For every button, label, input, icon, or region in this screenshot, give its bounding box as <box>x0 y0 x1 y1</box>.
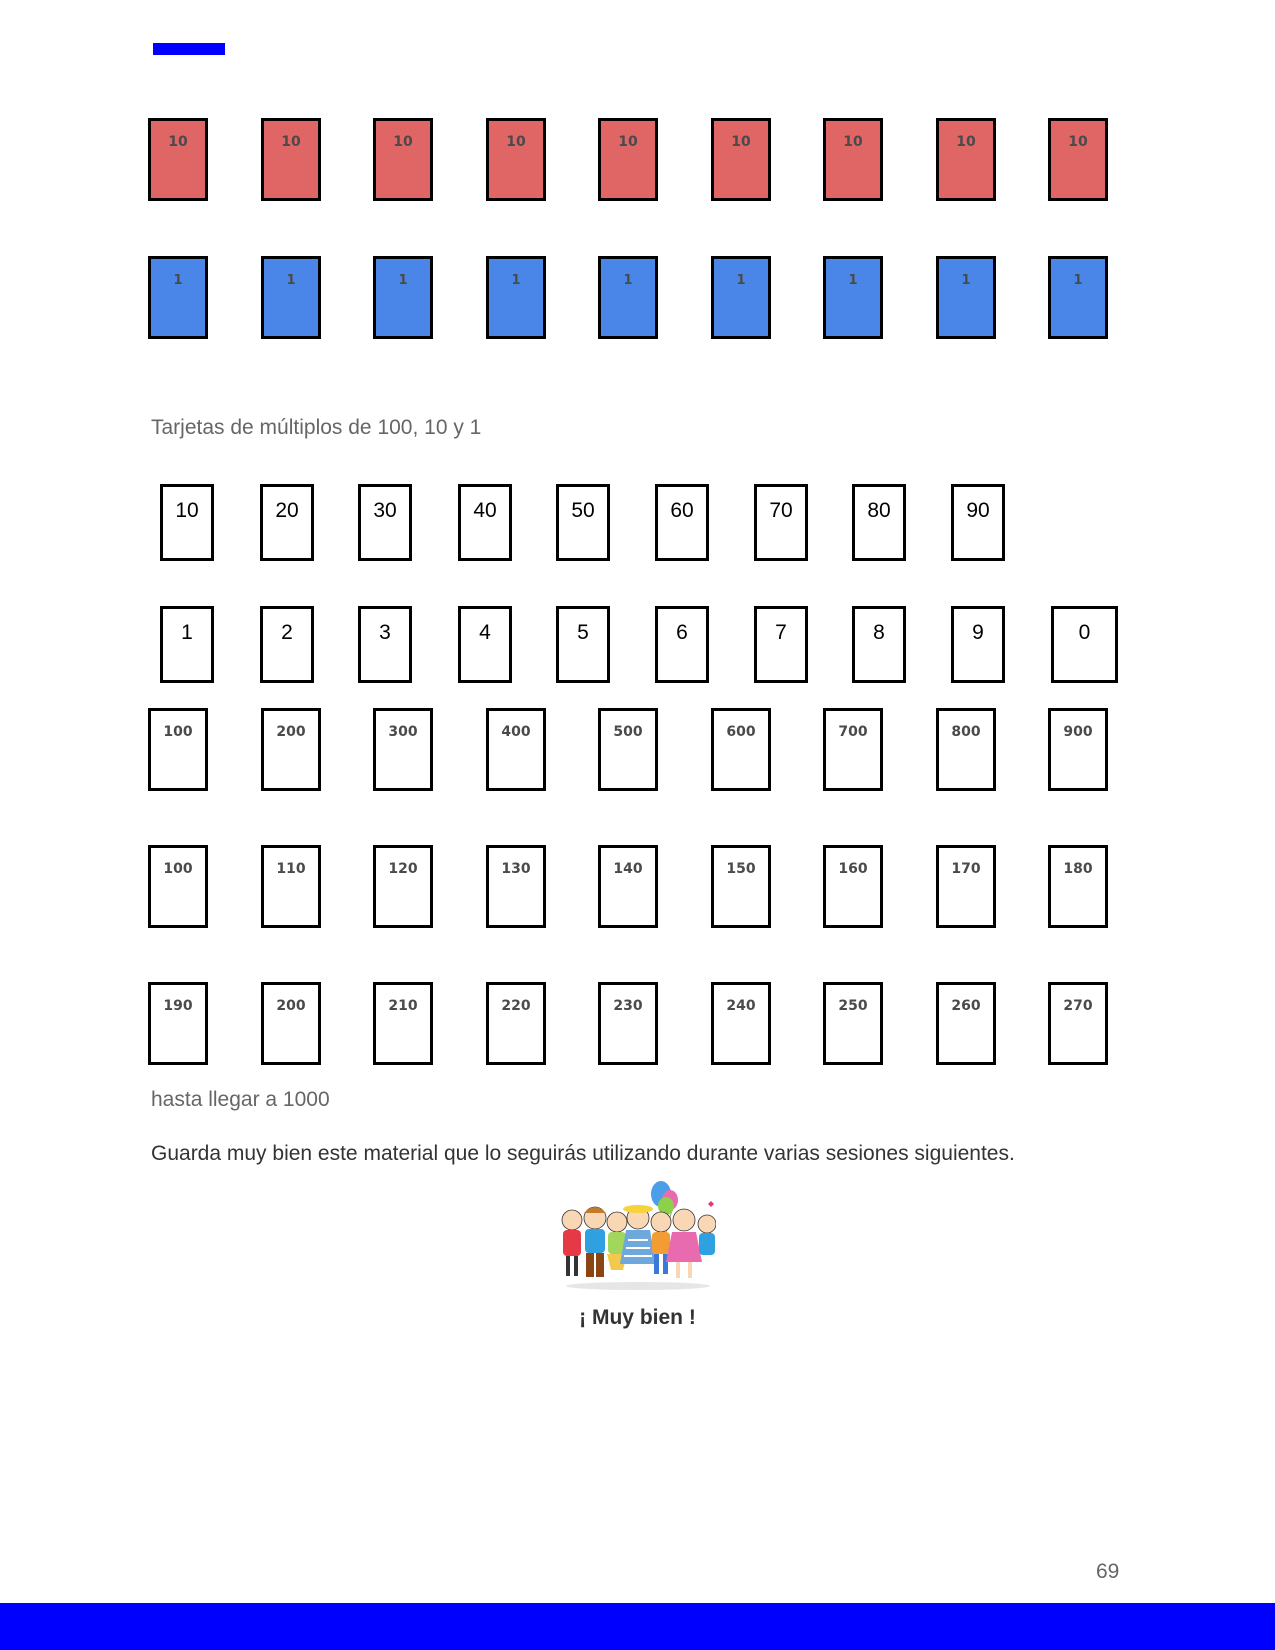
hundred-card <box>373 708 433 791</box>
hundred-card <box>823 708 883 791</box>
ten-card <box>148 118 208 201</box>
ten-card <box>1048 118 1108 201</box>
one-card <box>598 256 658 339</box>
number-card <box>1048 982 1108 1065</box>
card-value: 260 <box>951 998 981 1014</box>
one-card <box>823 256 883 339</box>
card-value: 70 <box>769 499 793 522</box>
one-card <box>711 256 771 339</box>
card-value: 900 <box>1063 724 1093 740</box>
number-card <box>261 845 321 928</box>
tens-card <box>951 484 1005 561</box>
hundred-card <box>486 708 546 791</box>
digit-card <box>951 606 1005 683</box>
card-value: 10 <box>168 134 188 150</box>
child-figure <box>666 1209 702 1278</box>
card-value: 1 <box>736 273 746 288</box>
card-value: 30 <box>373 499 397 522</box>
card-value: 10 <box>393 134 413 150</box>
one-card <box>148 256 208 339</box>
number-card <box>261 982 321 1065</box>
number-card <box>711 982 771 1065</box>
card-value: 8 <box>873 621 885 644</box>
hundred-card <box>711 708 771 791</box>
card-value: 180 <box>1063 861 1093 877</box>
digit-card <box>852 606 906 683</box>
digit-card <box>655 606 709 683</box>
card-value: 90 <box>966 499 990 522</box>
card-value: 1 <box>173 273 183 288</box>
card-value: 10 <box>618 134 638 150</box>
one-card <box>373 256 433 339</box>
row-digits <box>0 606 1275 696</box>
digit-card <box>1051 606 1118 683</box>
card-value: 1 <box>848 273 858 288</box>
number-card <box>486 845 546 928</box>
card-value: 1 <box>398 273 408 288</box>
number-card <box>486 982 546 1065</box>
digit-card <box>556 606 610 683</box>
card-value: 10 <box>1068 134 1088 150</box>
number-card <box>373 982 433 1065</box>
number-card <box>711 845 771 928</box>
number-card <box>823 845 883 928</box>
page-number: 69 <box>1096 1560 1120 1583</box>
ten-card <box>936 118 996 201</box>
card-value: 100 <box>163 861 193 877</box>
row-series-a <box>0 845 1275 935</box>
card-value: 1 <box>961 273 971 288</box>
tens-card <box>160 484 214 561</box>
number-card <box>1048 845 1108 928</box>
card-value: 140 <box>613 861 643 877</box>
card-value: 230 <box>613 998 643 1014</box>
number-card <box>823 982 883 1065</box>
row-tens-outline <box>0 484 1275 574</box>
card-value: 700 <box>838 724 868 740</box>
until-note: hasta llegar a 1000 <box>151 1088 330 1111</box>
card-value: 1 <box>623 273 633 288</box>
card-value: 400 <box>501 724 531 740</box>
hundred-card <box>148 708 208 791</box>
ten-card <box>261 118 321 201</box>
row-tens-red <box>0 118 1275 208</box>
one-card <box>1048 256 1108 339</box>
card-value: 9 <box>972 621 984 644</box>
card-value: 1 <box>511 273 521 288</box>
tens-card <box>754 484 808 561</box>
children-illustration <box>560 1180 716 1294</box>
child-figure <box>651 1212 671 1274</box>
number-card <box>148 982 208 1065</box>
card-value: 1 <box>1073 273 1083 288</box>
one-card <box>261 256 321 339</box>
footer-accent-bar <box>0 1603 1275 1650</box>
digit-card <box>458 606 512 683</box>
card-value: 6 <box>676 621 688 644</box>
ten-card <box>823 118 883 201</box>
digit-card <box>358 606 412 683</box>
card-value: 800 <box>951 724 981 740</box>
tens-card <box>556 484 610 561</box>
card-value: 0 <box>1078 621 1091 644</box>
card-value: 10 <box>281 134 301 150</box>
card-value: 50 <box>571 499 595 522</box>
card-value: 200 <box>276 724 306 740</box>
child-figure <box>562 1210 582 1276</box>
congrats-text: ¡ Muy bien ! <box>579 1306 696 1329</box>
card-value: 220 <box>501 998 531 1014</box>
row-ones-blue <box>0 256 1275 346</box>
hundred-card <box>1048 708 1108 791</box>
row-hundreds <box>0 708 1275 798</box>
ten-card <box>373 118 433 201</box>
ten-card <box>486 118 546 201</box>
ten-card <box>711 118 771 201</box>
card-value: 20 <box>275 499 299 522</box>
hundred-card <box>261 708 321 791</box>
tens-card <box>852 484 906 561</box>
instruction-text: Guarda muy bien este material que lo seguirás utilizando durante varias sesiones siguientes. <box>151 1142 1015 1165</box>
digit-card <box>260 606 314 683</box>
child-figure <box>584 1207 606 1277</box>
child-figure <box>620 1205 656 1264</box>
section-title: Tarjetas de múltiplos de 100, 10 y 1 <box>151 416 482 439</box>
card-value: 170 <box>951 861 981 877</box>
one-card <box>486 256 546 339</box>
digit-card <box>754 606 808 683</box>
tens-card <box>260 484 314 561</box>
card-value: 7 <box>775 621 787 644</box>
row-series-b <box>0 982 1275 1072</box>
card-value: 210 <box>388 998 418 1014</box>
card-value: 160 <box>838 861 868 877</box>
card-value: 40 <box>473 499 497 522</box>
hundred-card <box>936 708 996 791</box>
card-value: 270 <box>1063 998 1093 1014</box>
card-value: 240 <box>726 998 756 1014</box>
card-value: 60 <box>670 499 694 522</box>
card-value: 4 <box>479 621 491 644</box>
card-value: 10 <box>506 134 526 150</box>
number-card <box>936 845 996 928</box>
child-figure <box>698 1215 716 1255</box>
card-value: 1 <box>286 273 296 288</box>
card-value: 80 <box>867 499 891 522</box>
hundred-card <box>598 708 658 791</box>
card-value: 130 <box>501 861 531 877</box>
card-value: 110 <box>276 861 306 877</box>
card-value: 120 <box>388 861 418 877</box>
tens-card <box>358 484 412 561</box>
card-value: 600 <box>726 724 756 740</box>
card-value: 150 <box>726 861 756 877</box>
number-card <box>598 845 658 928</box>
one-card <box>936 256 996 339</box>
digit-card <box>160 606 214 683</box>
card-value: 100 <box>163 724 193 740</box>
card-value: 5 <box>577 621 589 644</box>
number-card <box>936 982 996 1065</box>
tens-card <box>458 484 512 561</box>
card-value: 250 <box>838 998 868 1014</box>
header-accent-bar <box>153 43 225 55</box>
card-value: 2 <box>281 621 293 644</box>
card-value: 10 <box>843 134 863 150</box>
number-card <box>598 982 658 1065</box>
number-card <box>373 845 433 928</box>
card-value: 190 <box>163 998 193 1014</box>
card-value: 3 <box>379 621 391 644</box>
card-value: 10 <box>175 499 199 522</box>
card-value: 500 <box>613 724 643 740</box>
card-value: 300 <box>388 724 418 740</box>
card-value: 10 <box>731 134 751 150</box>
tens-card <box>655 484 709 561</box>
card-value: 10 <box>956 134 976 150</box>
card-value: 1 <box>181 621 193 644</box>
card-value: 200 <box>276 998 306 1014</box>
number-card <box>148 845 208 928</box>
ten-card <box>598 118 658 201</box>
